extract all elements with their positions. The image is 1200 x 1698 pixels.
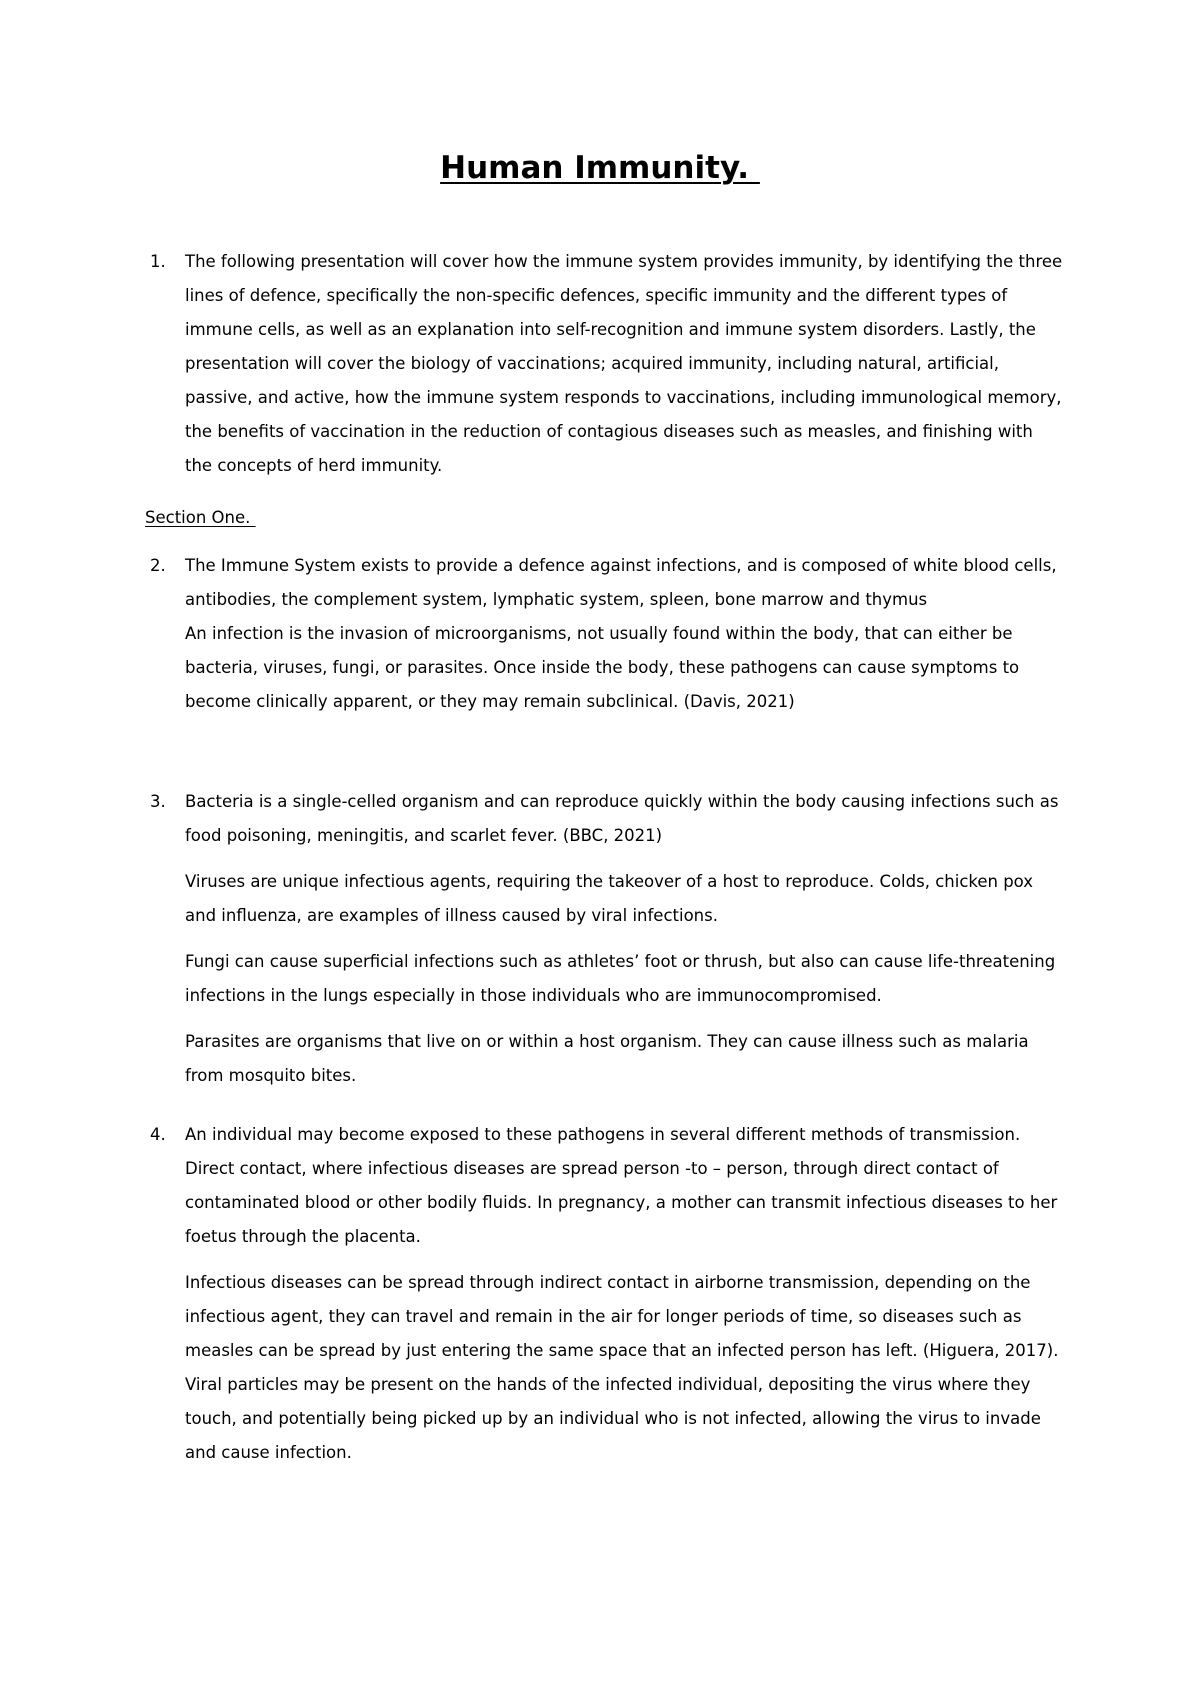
paragraph: Bacteria is a single-celled organism and can reproduce quickly within the body causing infections such as food poisoning, meningitis, and scarlet fever. (BBC, 2021) bbox=[185, 792, 1059, 845]
paragraph: Direct contact, where infectious diseases are spread person -to – person, through direct contact of contaminated blood or other bodily fluids. In pregnancy, a mother can transmit infectious diseases to her foetus through the placenta. bbox=[185, 1159, 1058, 1246]
paragraph: Viruses are unique infectious agents, requiring the takeover of a host to reproduce. Colds, chicken pox and influenza, are examples of illness caused by viral infections. bbox=[185, 872, 1034, 925]
paragraph: An infection is the invasion of microorganisms, not usually found within the body, that can either be bacteria, viruses, fungi, or parasites. Once inside the body, these pathogens can cause symptoms to become clinically apparent, or they may remain subclinical. (Davis, 2021) bbox=[185, 624, 1020, 711]
numbered-item-3 bbox=[150, 785, 1065, 1093]
numbered-item-2 bbox=[150, 549, 1065, 719]
paragraph: The Immune System exists to provide a defence against infections, and is composed of white blood cells, antibodies, the complement system, lymphatic system, spleen, bone marrow and thymus bbox=[185, 556, 1057, 609]
section-heading: Section One. bbox=[145, 508, 256, 527]
document-title-text: Human Immunity. bbox=[440, 150, 760, 186]
item-number: 4. bbox=[150, 1125, 166, 1144]
paragraph: The following presentation will cover how the immune system provides immunity, by identifying the three lines of defence, specifically the non-specific defences, specific immunity and the different types of immune cells, as well as an explanation into self-recognition and immune system disorders. Lastly, the presentation will cover the biology of vaccinations; acquired immunity, including natural, artificial, passive, and active, how the immune system responds to vaccinations, including immunological memory, the benefits of vaccination in the reduction of contagious diseases such as measles, and finishing with the concepts of herd immunity. bbox=[185, 252, 1063, 475]
numbered-item-4 bbox=[150, 1118, 1065, 1470]
numbered-item-1 bbox=[150, 245, 1065, 483]
paragraph: An individual may become exposed to these pathogens in several different methods of transmission. bbox=[185, 1125, 1021, 1144]
paragraph: Fungi can cause superficial infections such as athletes’ foot or thrush, but also can cause life-threatening infections in the lungs especially in those individuals who are immunocompromised. bbox=[185, 952, 1056, 1005]
item-number: 2. bbox=[150, 556, 166, 575]
paragraph: Infectious diseases can be spread through indirect contact in airborne transmission, depending on the infectious agent, they can travel and remain in the air for longer periods of time, so diseases such as measles can be spread by just entering the same space that an infected person has left. (Higuera, 2017). Viral particles may be present on the hands of the infected individual, depositing the virus where they touch, and potentially being picked up by an individual who is not infected, allowing the virus to invade and cause infection. bbox=[185, 1273, 1059, 1462]
item-number: 1. bbox=[150, 252, 166, 271]
item-number: 3. bbox=[150, 792, 166, 811]
document-title bbox=[0, 150, 1200, 186]
paragraph: Parasites are organisms that live on or within a host organism. They can cause illness such as malaria from mosquito bites. bbox=[185, 1032, 1029, 1085]
